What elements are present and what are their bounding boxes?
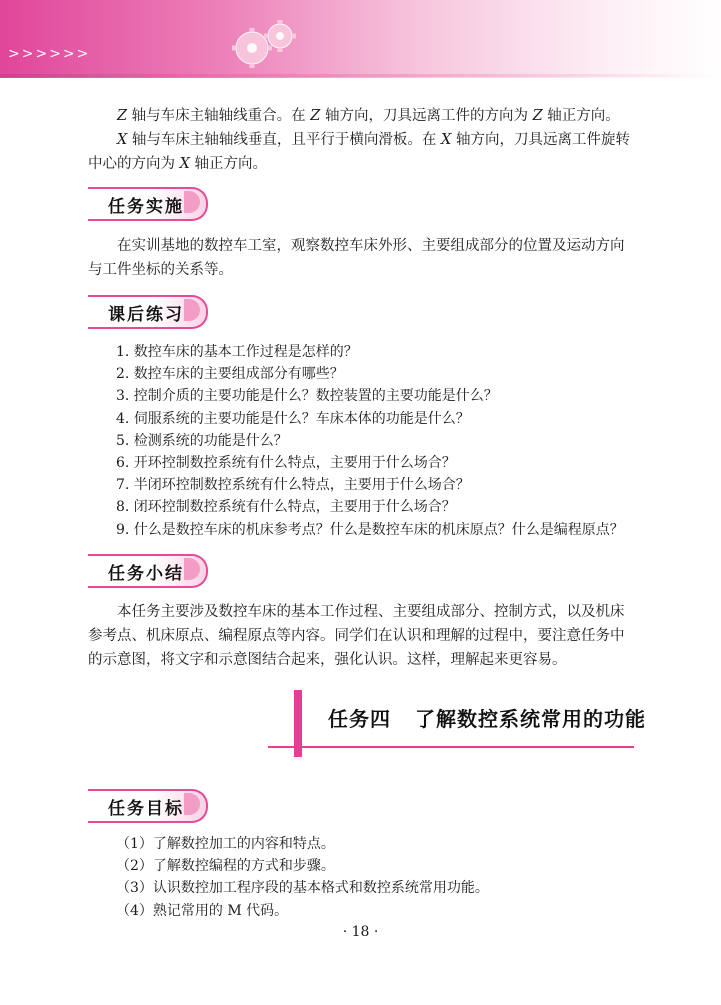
list-item: 5. 检测系统的功能是什么？: [116, 432, 288, 449]
list-item: 3. 控制介质的主要功能是什么？数控装置的主要功能是什么？: [116, 388, 498, 405]
section-label-summary: 任务小结: [88, 554, 208, 586]
chapter-title: 任务四 了解数控系统常用的功能: [328, 707, 646, 731]
list-item: 7. 半闭环控制数控系统有什么特点，主要用于什么场合？: [116, 477, 470, 494]
header-arrows: >>>>>>: [8, 46, 91, 62]
intro-paragraph-z: Z 轴与车床主轴轴线重合。在 Z 轴方向，刀具远离工件的方向为 Z 轴正方向。: [117, 108, 620, 124]
list-item: 1. 数控车床的基本工作过程是怎样的？: [116, 344, 358, 360]
list-item: （4）熟记常用的 M 代码。: [116, 902, 289, 919]
page-number: · 18 ·: [342, 924, 379, 940]
list-item: 4. 伺服系统的主要功能是什么？车床本体的功能是什么？: [116, 410, 470, 427]
list-item: （2）了解数控编程的方式和步骤。: [116, 858, 335, 875]
intro-paragraph-x: X 轴与车床主轴轴线垂直，且平行于横向滑板。在 X 轴方向，刀具远离工件旋转中心的方向为 X 轴正方向。: [88, 132, 630, 172]
gear-icon: [222, 10, 312, 76]
chapter-underline: [268, 746, 634, 748]
implement-paragraph: 在实训基地的数控车工室，观察数控车床外形、主要组成部分的位置及运动方向与工件坐标的关系等。: [88, 238, 625, 278]
exercise-list: [116, 341, 624, 541]
list-item: 9. 什么是数控车床的机床参考点？什么是数控车床的机床原点？什么是编程原点？: [116, 521, 624, 538]
list-item: （3）认识数控加工程序段的基本格式和数控系统常用功能。: [116, 880, 489, 897]
list-item: （1）了解数控加工的内容和特点。: [116, 836, 335, 852]
summary-paragraph: 本任务主要涉及数控车床的基本工作过程、主要组成部分、控制方式，以及机床参考点、机床原点、编程原点等内容。同学们在认识和理解的过程中，要注意任务中的示意图，将文字和示意图结合起来，强化认识。这样，理解起来更容易。: [88, 604, 625, 668]
list-item: 2. 数控车床的主要组成部分有哪些？: [116, 366, 344, 383]
list-item: 6. 开环控制数控系统有什么特点，主要用于什么场合？: [116, 455, 456, 472]
page-header-band: [0, 0, 721, 78]
section-label-exercise: 课后练习: [88, 295, 208, 327]
section-label-implement: 任务实施: [88, 187, 208, 219]
goals-list: [116, 833, 489, 922]
header-rule: [0, 74, 721, 77]
section-label-goals: 任务目标: [88, 789, 208, 821]
list-item: 8. 闭环控制数控系统有什么特点，主要用于什么场合？: [116, 499, 456, 516]
